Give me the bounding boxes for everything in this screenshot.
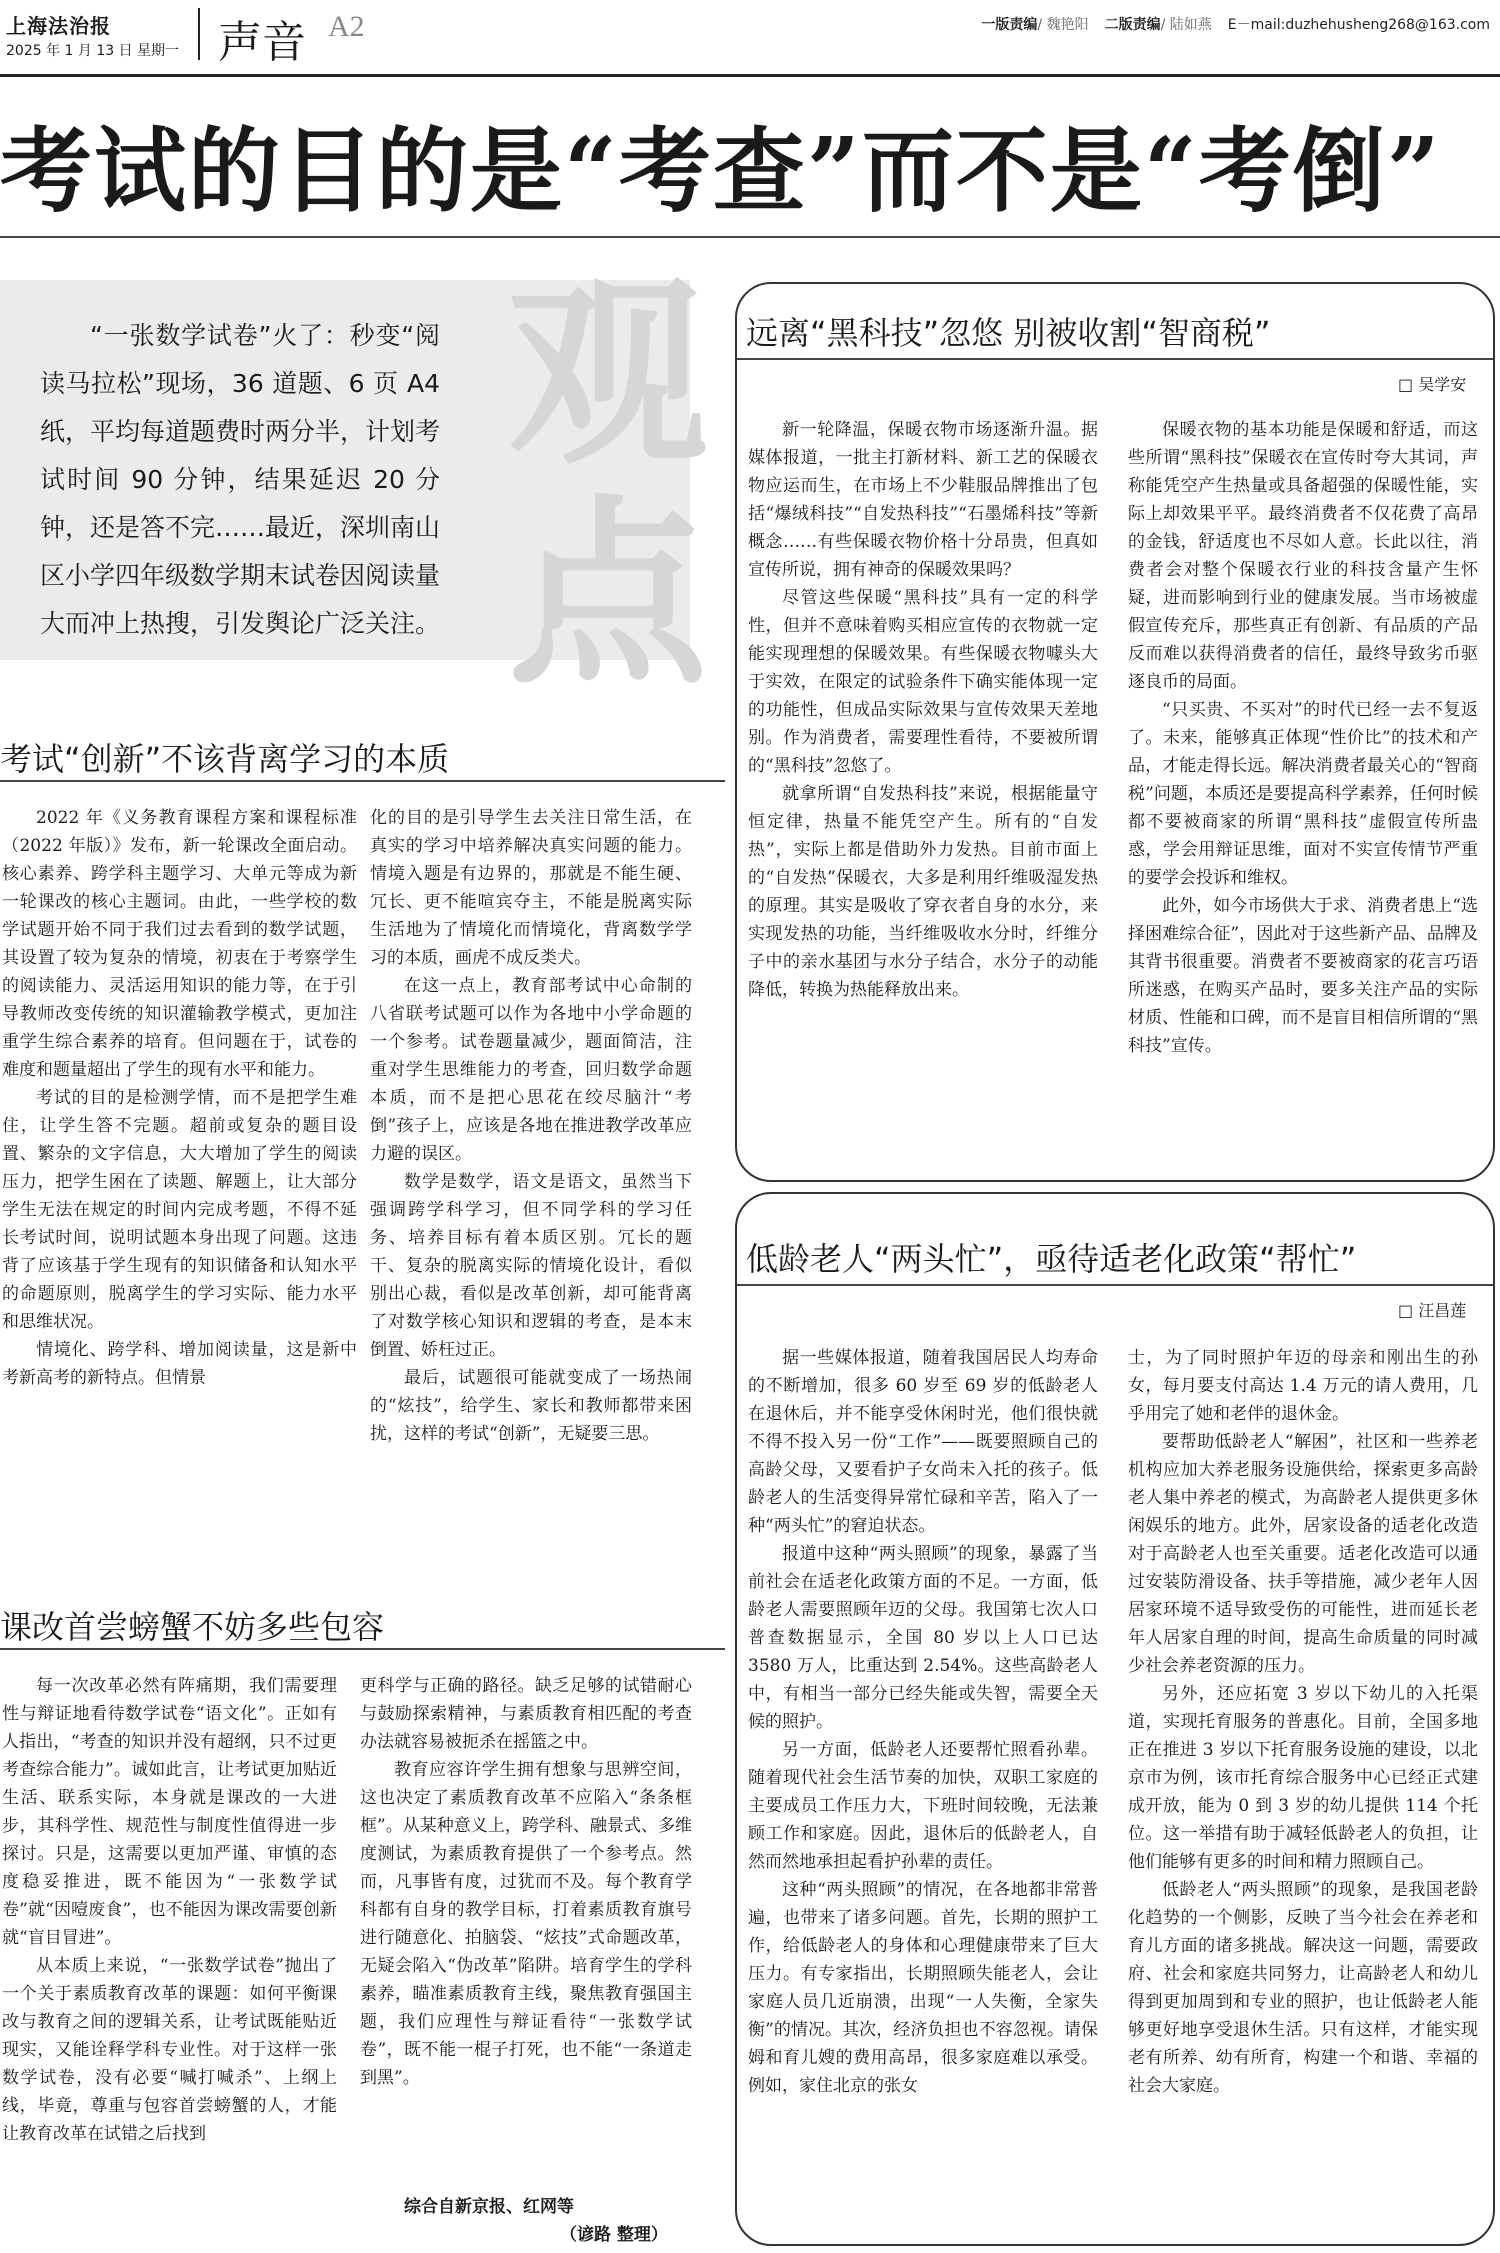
article3-paragraph: 新一轮降温，保暖衣物市场逐渐升温。据媒体报道，一批主打新材料、新工艺的保暖衣物应运而生，在市场上不少鞋服品牌推出了包括“爆绒科技”“自发热科技”“石墨烯科技”等新概念……有些保暖衣物价格十分昂贵，但真如宣传所说，拥有神奇的保暖效果吗？ (748, 420, 1098, 580)
article1-column-1 (2, 804, 357, 1392)
calligraphy-char-2: 点 (507, 477, 708, 712)
article2-paragraph: 每一次改革必然有阵痛期，我们需要理性与辩证地看待数学试卷“语文化”。正如有人指出，“考查的知识并没有超纲，只不过更考查综合能力”。诚如此言，让考试更加贴近生活、联系实际，本身就是课改的一大进步，其科学性、规范性与制度性值得进一步探讨。只是，这需要以更加严谨、审慎的态度稳妥推进，既不能因为“一张数学试卷”就“因噎废食”，也不能因为课改需要创新就“盲目冒进”。 (2, 1676, 337, 1948)
editor2-label: 二版责编 (1104, 17, 1161, 33)
article3-author: □ 吴学安 (1398, 375, 1467, 394)
article4-paragraph: 据一些媒体报道，随着我国居民人均寿命的不断增加，很多 60 岁至 69 岁的低龄老人在退休后，并不能享受休闲时光，他们很快就不得不投入另一份“工作”——既要照顾自己的高龄父母，又要看护子女尚未入托的孩子。低龄老人的生活变得异常忙碌和辛苦，陷入了一种“两头忙”的窘迫状态。 (748, 1348, 1098, 1536)
editor-email: E－mail:duzhehusheng268@163.com (1227, 17, 1490, 33)
masthead-divider (198, 8, 200, 60)
editor-credits (981, 14, 1490, 34)
article4-column-2 (1128, 1344, 1478, 2100)
article1-paragraph: 在这一点上，教育部考试中心命制的八省联考试题可以作为各地中小学命题的一个参考。试卷题量减少，题面简洁，注重对学生思维能力的考查，回归数学命题本质，而不是把心思花在绞尽脑汁“考倒”孩子上，应该是各地在推进教学改革应力避的误区。 (370, 976, 692, 1164)
article4-column-1 (748, 1344, 1098, 2100)
article1-column-2 (370, 804, 692, 1448)
viewpoint-calligraphy (478, 257, 738, 712)
article2-rule (0, 1648, 725, 1650)
article4-title: 低龄老人“两头忙”，亟待适老化政策“帮忙” (746, 1240, 1357, 1278)
editor1-label: 一版责编 (981, 17, 1038, 33)
article4-paragraph: 另一方面，低龄老人还要帮忙照看孙辈。随着现代社会生活节奏的加快，双职工家庭的主要成员工作压力大，下班时间较晚，无法兼顾工作和家庭。因此，退休后的低龄老人，自然而然地承担起看护孙辈的责任。 (748, 1740, 1098, 1872)
article4-author: □ 汪昌莲 (1398, 1301, 1467, 1320)
calligraphy-char-1: 观 (507, 257, 708, 492)
article3-paragraph: 尽管这些保暖“黑科技”具有一定的科学性，但并不意味着购买相应宣传的衣物就一定能实现理想的保暖效果。有些保暖衣物噱头大于实效，在限定的试验条件下确实能体现一定的功能性，但成品实际效果与宣传效果天差地别。作为消费者，需要理性看待，不要被所谓的“黑科技”忽悠了。 (748, 588, 1098, 776)
article2-paragraph: 更科学与正确的路径。缺乏足够的试错耐心与鼓励探索精神，与素质教育相匹配的考查办法就容易被扼杀在摇篮之中。 (360, 1676, 692, 1752)
article2-column-2 (360, 1672, 692, 2092)
article3-column-1 (748, 416, 1098, 1004)
section-name: 声音 (218, 17, 306, 68)
main-headline: 考试的目的是“考查”而不是“考倒” (0, 117, 1442, 225)
paper-name: 上海法治报 (6, 14, 111, 38)
masthead-rule (0, 74, 1500, 77)
article1-paragraph: 情境化、跨学科、增加阅读量，这是新中考新高考的新特点。但情景 (2, 1340, 357, 1388)
article1-paragraph: 考试的目的是检测学情，而不是把学生难住，让学生答不完题。超前或复杂的题目设置、繁杂的文字信息，大大增加了学生的阅读压力，把学生困在了读题、解题上，让大部分学生无法在规定的时间内完成考题，不得不延长考试时间，说明试题本身出现了问题。这违背了应该基于学生现有的知识储备和认知水平的命题原则，脱离学生的学习实际、能力水平和思维状况。 (2, 1088, 357, 1332)
article2-column-1 (2, 1672, 337, 2148)
article4-rule (737, 1284, 1493, 1286)
headline-rule (0, 236, 1500, 238)
article3-rule (737, 358, 1493, 360)
editor1-name: / 魏艳阳 (1037, 17, 1089, 33)
page-number: A2 (328, 10, 365, 43)
article1-paragraph: 2022 年《义务教育课程方案和课程标准（2022 年版）》发布，新一轮课改全面启动。核心素养、跨学科主题学习、大单元等成为新一轮课改的核心主题词。由此，一些学校的数学试题开始不同于我们过去看到的数学试题，其设置了较为复杂的情境，初衷在于考察学生的阅读能力、灵活运用知识的能力等，在于引导教师改变传统的知识灌输教学模式，更加注重学生综合素养的培育。但问题在于，试卷的难度和题量超出了学生的现有水平和能力。 (2, 808, 357, 1080)
editor2-name: / 陆如燕 (1160, 17, 1212, 33)
article3-paragraph: 就拿所谓“自发热科技”来说，根据能量守恒定律，热量不能凭空产生。所有的“自发热”，实际上都是借助外力发热。目前市面上的“自发热”保暖衣，大多是利用纤维吸湿发热的原理。其实是吸收了穿衣者自身的水分，来实现发热的功能，当纤维吸收水分时，纤维分子中的亲水基团与水分子结合，水分子的动能降低，转换为热能释放出来。 (748, 784, 1098, 1000)
article1-paragraph: 最后，试题很可能就变成了一场热闹的“炫技”，给学生、家长和教师都带来困扰，这样的考试“创新”，无疑要三思。 (370, 1368, 692, 1444)
masthead (0, 0, 1500, 80)
article2-editor: （谚路 整理） (560, 2225, 668, 2245)
article2-paragraph: 教育应容许学生拥有想象与思辨空间，这也决定了素质教育改革不应陷入“条条框框”。从某种意义上，跨学科、融景式、多维度测试，为素质教育提供了一个参考点。然而，凡事皆有度，过犹而不及。每个教育学科都有自身的教学目标，打着素质教育旗号进行随意化、拍脑袋、“炫技”式命题改革，无疑会陷入“伪改革”陷阱。培育学生的学科素养，瞄准素质教育主线，聚焦教育强国主题，我们应理性与辩证看待“一张数学试卷”，既不能一棍子打死，也不能“一条道走到黑”。 (360, 1760, 692, 2088)
article1-paragraph: 化的目的是引导学生去关注日常生活，在真实的学习中培养解决真实问题的能力。情境入题是有边界的，那就是不能生硬、冗长、更不能喧宾夺主，不能是脱离实际生活地为了情境化而情境化，背离数学学习的本质，画虎不成反类犬。 (370, 808, 692, 968)
article3-paragraph: 此外，如今市场供大于求、消费者患上“选择困难综合征”，因此对于这些新产品、品牌及其背书很重要。消费者不要被商家的花言巧语所迷惑，在购买产品时，要多关注产品的实际材质、性能和口碑，而不是盲目相信所谓的“黑科技”宣传。 (1128, 896, 1478, 1056)
article2-source: 综合自新京报、红网等 (404, 2197, 574, 2217)
article4-paragraph: 士，为了同时照护年迈的母亲和刚出生的孙女，每月要支付高达 1.4 万元的请人费用，几乎用完了她和老伴的退休金。 (1128, 1348, 1478, 1424)
lead-text: “一张数学试卷”火了：秒变“阅读马拉松”现场，36 道题、6 页 A4 纸，平均每道题费时两分半，计划考试时间 90 分钟，结果延迟 20 分钟，还是答不完……最近，深圳南山区小学四年级数学期末试卷因阅读量大而冲上热搜，引发舆论广泛关注。 (40, 321, 441, 638)
article2-paragraph: 从本质上来说，“一张数学试卷”抛出了一个关于素质教育改革的课题：如何平衡课改与教育之间的逻辑关系，让考试既能贴近现实，又能诠释学科专业性。对于这样一张数学试卷，没有必要“喊打喊杀”、上纲上线，毕竟，尊重与包容首尝螃蟹的人，才能让教育改革在试错之后找到 (2, 1956, 337, 2144)
article2-title: 课改首尝螃蟹不妨多些包容 (0, 1608, 385, 1646)
article4-paragraph: 要帮助低龄老人“解困”，社区和一些养老机构应加大养老服务设施供给，探索更多高龄老人集中养老的模式，为高龄老人提供更多休闲娱乐的地方。此外，居家设备的适老化改造对于高龄老人也至关重要。适老化改造可以通过安装防滑设备、扶手等措施，减少老年人因居家环境不适导致受伤的可能性，进而延长老年人居家自理的时间，提高生命质量的同时减少社会养老资源的压力。 (1128, 1432, 1478, 1676)
article1-title: 考试“创新”不该背离学习的本质 (0, 740, 450, 778)
issue-date: 2025 年 1 月 13 日 星期一 (6, 43, 180, 59)
article4-paragraph: 报道中这种“两头照顾”的现象，暴露了当前社会在适老化政策方面的不足。一方面，低龄老人需要照顾年迈的父母。我国第七次人口普查数据显示，全国 80 岁以上人口已达 3580 万人，比重达到 2.54%。这些高龄老人中，有相当一部分已经失能或失智，需要全天候的照护。 (748, 1544, 1098, 1732)
article1-paragraph: 数学是数学，语文是语文，虽然当下强调跨学科学习，但不同学科的学习任务、培养目标有着本质区别。冗长的题干、复杂的脱离实际的情境化设计，看似别出心裁，看似是改革创新，却可能背离了对数学核心知识和逻辑的考查，是本末倒置、娇枉过正。 (370, 1172, 692, 1360)
article3-paragraph: “只买贵、不买对”的时代已经一去不复返了。未来，能够真正体现“性价比”的技术和产品，才能走得长远。解决消费者最关心的“智商税”问题，本质还是要提高科学素养，任何时候都不要被商家的所谓“黑科技”虚假宣传所蛊惑，学会用辩证思维，面对不实宣传情节严重的要学会投诉和维权。 (1128, 700, 1478, 888)
article3-title: 远离“黑科技”忽悠 别被收割“智商税” (746, 314, 1271, 352)
article4-paragraph: 低龄老人“两头照顾”的现象，是我国老龄化趋势的一个侧影，反映了当今社会在养老和育儿方面的诸多挑战。解决这一问题，需要政府、社会和家庭共同努力，让高龄老人和幼儿得到更加周到和专业的照护，也让低龄老人能够更好地享受退休生活。只有这样，才能实现老有所养、幼有所育，构建一个和谐、幸福的社会大家庭。 (1128, 1880, 1478, 2096)
article1-rule (0, 780, 725, 782)
article3-column-2 (1128, 416, 1478, 1060)
article3-paragraph: 保暖衣物的基本功能是保暖和舒适，而这些所谓“黑科技”保暖衣在宣传时夸大其词，声称能凭空产生热量或具备超强的保暖性能，实际上却效果平平。最终消费者不仅花费了高昂的金钱，舒适度也不尽如人意。长此以往，消费者会对整个保暖衣行业的科技含量产生怀疑，进而影响到行业的健康发展。当市场被虚假宣传充斥，那些真正有创新、有品质的产品反而难以获得消费者的信任，最终导致劣币驱逐良币的局面。 (1128, 420, 1478, 692)
article4-paragraph: 这种“两头照顾”的情况，在各地都非常普遍，也带来了诸多问题。首先，长期的照护工作，给低龄老人的身体和心理健康带来了巨大压力。有专家指出，长期照顾失能老人，会让家庭人员几近崩溃，出现“一人失衡，全家失衡”的情况。其次，经济负担也不容忽视。请保姆和育儿嫂的费用高昂，很多家庭难以承受。例如，家住北京的张女 (748, 1880, 1098, 2096)
article4-paragraph: 另外，还应拓宽 3 岁以下幼儿的入托渠道，实现托育服务的普惠化。目前，全国多地正在推进 3 岁以下托育服务设施的建设，以北京市为例，该市托育综合服务中心已经正式建成开放，能为 0 到 3 岁的幼儿提供 114 个托位。这一举措有助于减轻低龄老人的负担，让他们能够有更多的时间和精力照顾自己。 (1128, 1684, 1478, 1872)
